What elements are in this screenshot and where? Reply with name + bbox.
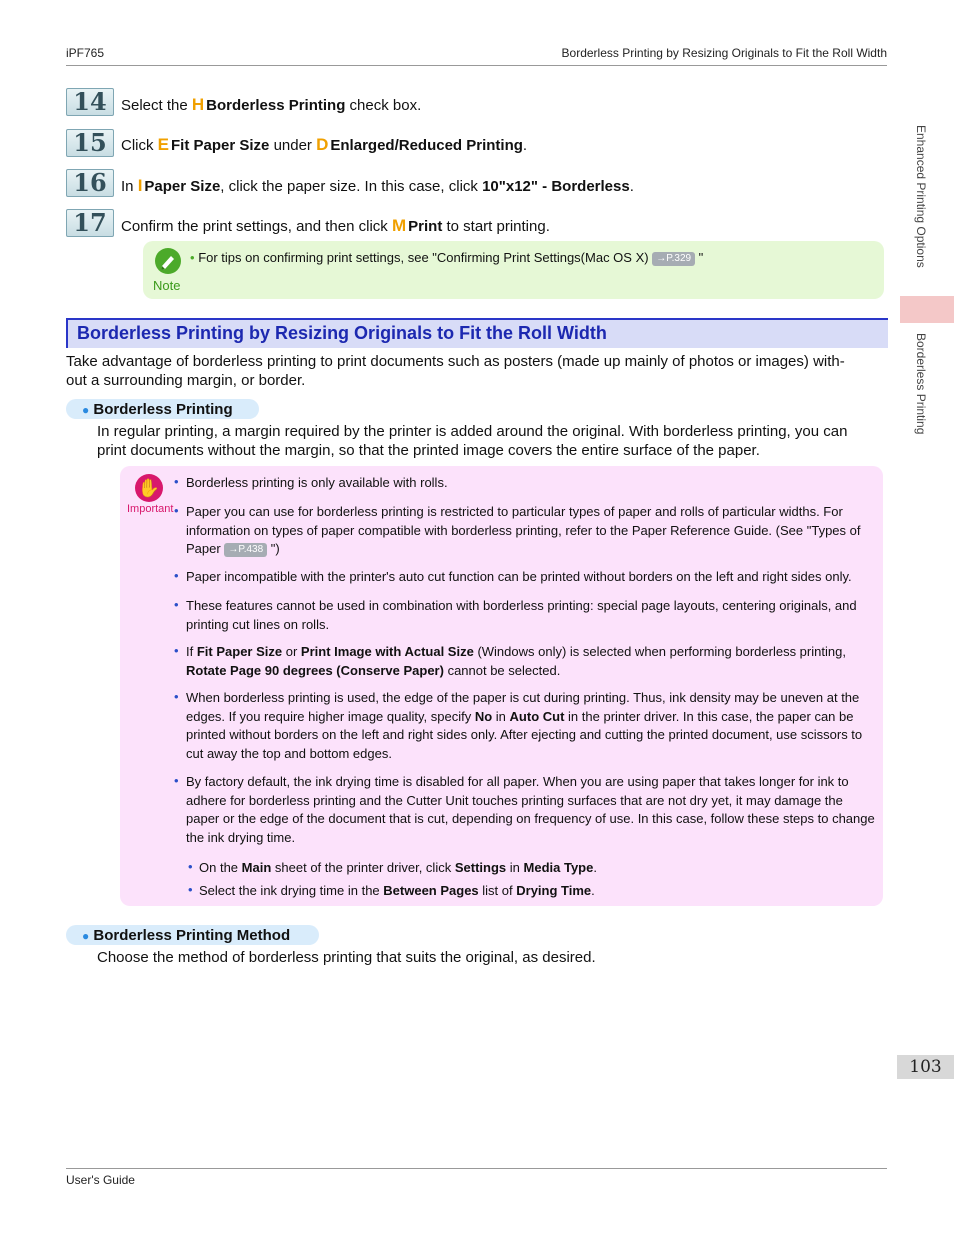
key-marker: M: [391, 216, 407, 235]
note-label: Note: [153, 278, 181, 293]
step-number: 14: [66, 88, 114, 116]
sidebar-tab-marker: [900, 296, 954, 323]
note-text: • For tips on confirming print settings, see "Confirming Print Settings(Mac OS X) →P.329 ": [190, 250, 704, 265]
bullet-icon: •: [174, 568, 179, 583]
bullet-icon: •: [174, 643, 179, 658]
page-ref-link[interactable]: →P.438: [224, 543, 267, 557]
important-subitem: On the Main sheet of the printer driver, click Settings in Media Type.: [199, 860, 597, 875]
section-title: Borderless Printing by Resizing Originals to Fit the Roll Width: [77, 323, 607, 343]
important-item: Borderless printing is only available with rolls.: [186, 475, 448, 490]
important-item: If Fit Paper Size or Print Image with Actual Size (Windows only) is selected when performing borderless printing, Rotate Page 90 degrees (Conserve Paper) cannot be selected.: [186, 644, 846, 678]
subheading-borderless-printing-method: ● Borderless Printing Method: [82, 927, 291, 944]
page-ref-link[interactable]: →P.329: [652, 252, 695, 266]
page-number: 103: [897, 1055, 954, 1079]
key-marker: H: [191, 95, 205, 114]
header-rule: [66, 65, 887, 66]
step-number: 16: [66, 169, 114, 197]
important-item: When borderless printing is used, the edge of the paper is cut during printing. Thus, ink density may be uneven at the edges. If you require higher image quality, specify No in Auto Cut in the printer driver. In this case, the paper can be printed without borders on the left and right sides only. After ejecting and cutting the printed document, use scissors to cut away the top and bottom edges.: [186, 690, 863, 761]
step-number: 15: [66, 129, 114, 157]
sub2-paragraph: Choose the method of borderless printing that suits the original, as desired.: [97, 949, 596, 966]
key-marker: I: [137, 176, 143, 195]
hand-stop-icon: ✋: [135, 474, 163, 502]
header-model: iPF765: [66, 46, 105, 60]
bullet-icon: •: [188, 859, 193, 874]
pencil-icon: [155, 248, 181, 274]
header-section: Borderless Printing by Resizing Originals to Fit the Roll Width: [561, 46, 887, 60]
footer-text: User's Guide: [66, 1173, 135, 1187]
bullet-icon: •: [174, 597, 179, 612]
bullet-icon: ●: [82, 929, 90, 943]
step-text: Confirm the print settings, and then click M Print to start printing.: [121, 216, 550, 235]
important-label: Important: [127, 503, 174, 515]
bullet-icon: •: [174, 503, 179, 518]
intro-paragraph: Take advantage of borderless printing to print documents such as posters (made up mainly of photos or images) with- out a surrounding margin, or border.: [66, 353, 845, 389]
step-number: 17: [66, 209, 114, 237]
sub1-paragraph: In regular printing, a margin required by the printer is added around the original. With borderless printing, you can print documents without the margin, so that the printed image covers the entire surface of the paper.: [97, 423, 848, 459]
bullet-icon: •: [174, 773, 179, 788]
step-text: Click E Fit Paper Size under D Enlarged/Reduced Printing.: [121, 135, 528, 154]
bullet-icon: •: [174, 689, 179, 704]
important-item: Paper incompatible with the printer's auto cut function can be printed without borders on the left and right sides only.: [186, 569, 852, 584]
key-marker: D: [316, 135, 329, 154]
important-subitem: Select the ink drying time in the Between Pages list of Drying Time.: [199, 883, 595, 898]
bullet-icon: ●: [82, 403, 90, 417]
bullet-icon: •: [188, 882, 193, 897]
step-text: Select the H Borderless Printing check box.: [121, 95, 422, 114]
footer-rule: [66, 1168, 887, 1169]
subheading-borderless-printing: ● Borderless Printing: [82, 401, 233, 418]
bullet-icon: •: [174, 474, 179, 489]
important-item: These features cannot be used in combination with borderless printing: special page layouts, centering originals, and printing cut lines on rolls.: [186, 598, 857, 632]
important-item: By factory default, the ink drying time is disabled for all paper. When you are using paper that takes longer for ink to adhere for borderless printing and the Cutter Unit touches printing surfaces that are not dry yet, it may damage the paper or the edge of the document that is cut, depending on frequency of use. In this case, follow these steps to change the ink drying time.: [186, 774, 875, 845]
important-item: Paper you can use for borderless printing is restricted to particular types of paper and rolls of particular widths. For information on types of paper compatible with borderless printing, refer to the Paper Reference Guide. (See "Types of Paper →P.438 "): [186, 504, 861, 557]
sidebar-section: Borderless Printing: [914, 333, 928, 435]
step-text: In I Paper Size, click the paper size. In this case, click 10"x12" - Borderless.: [121, 176, 634, 195]
key-marker: E: [157, 135, 170, 154]
sidebar-chapter: Enhanced Printing Options: [914, 125, 928, 268]
